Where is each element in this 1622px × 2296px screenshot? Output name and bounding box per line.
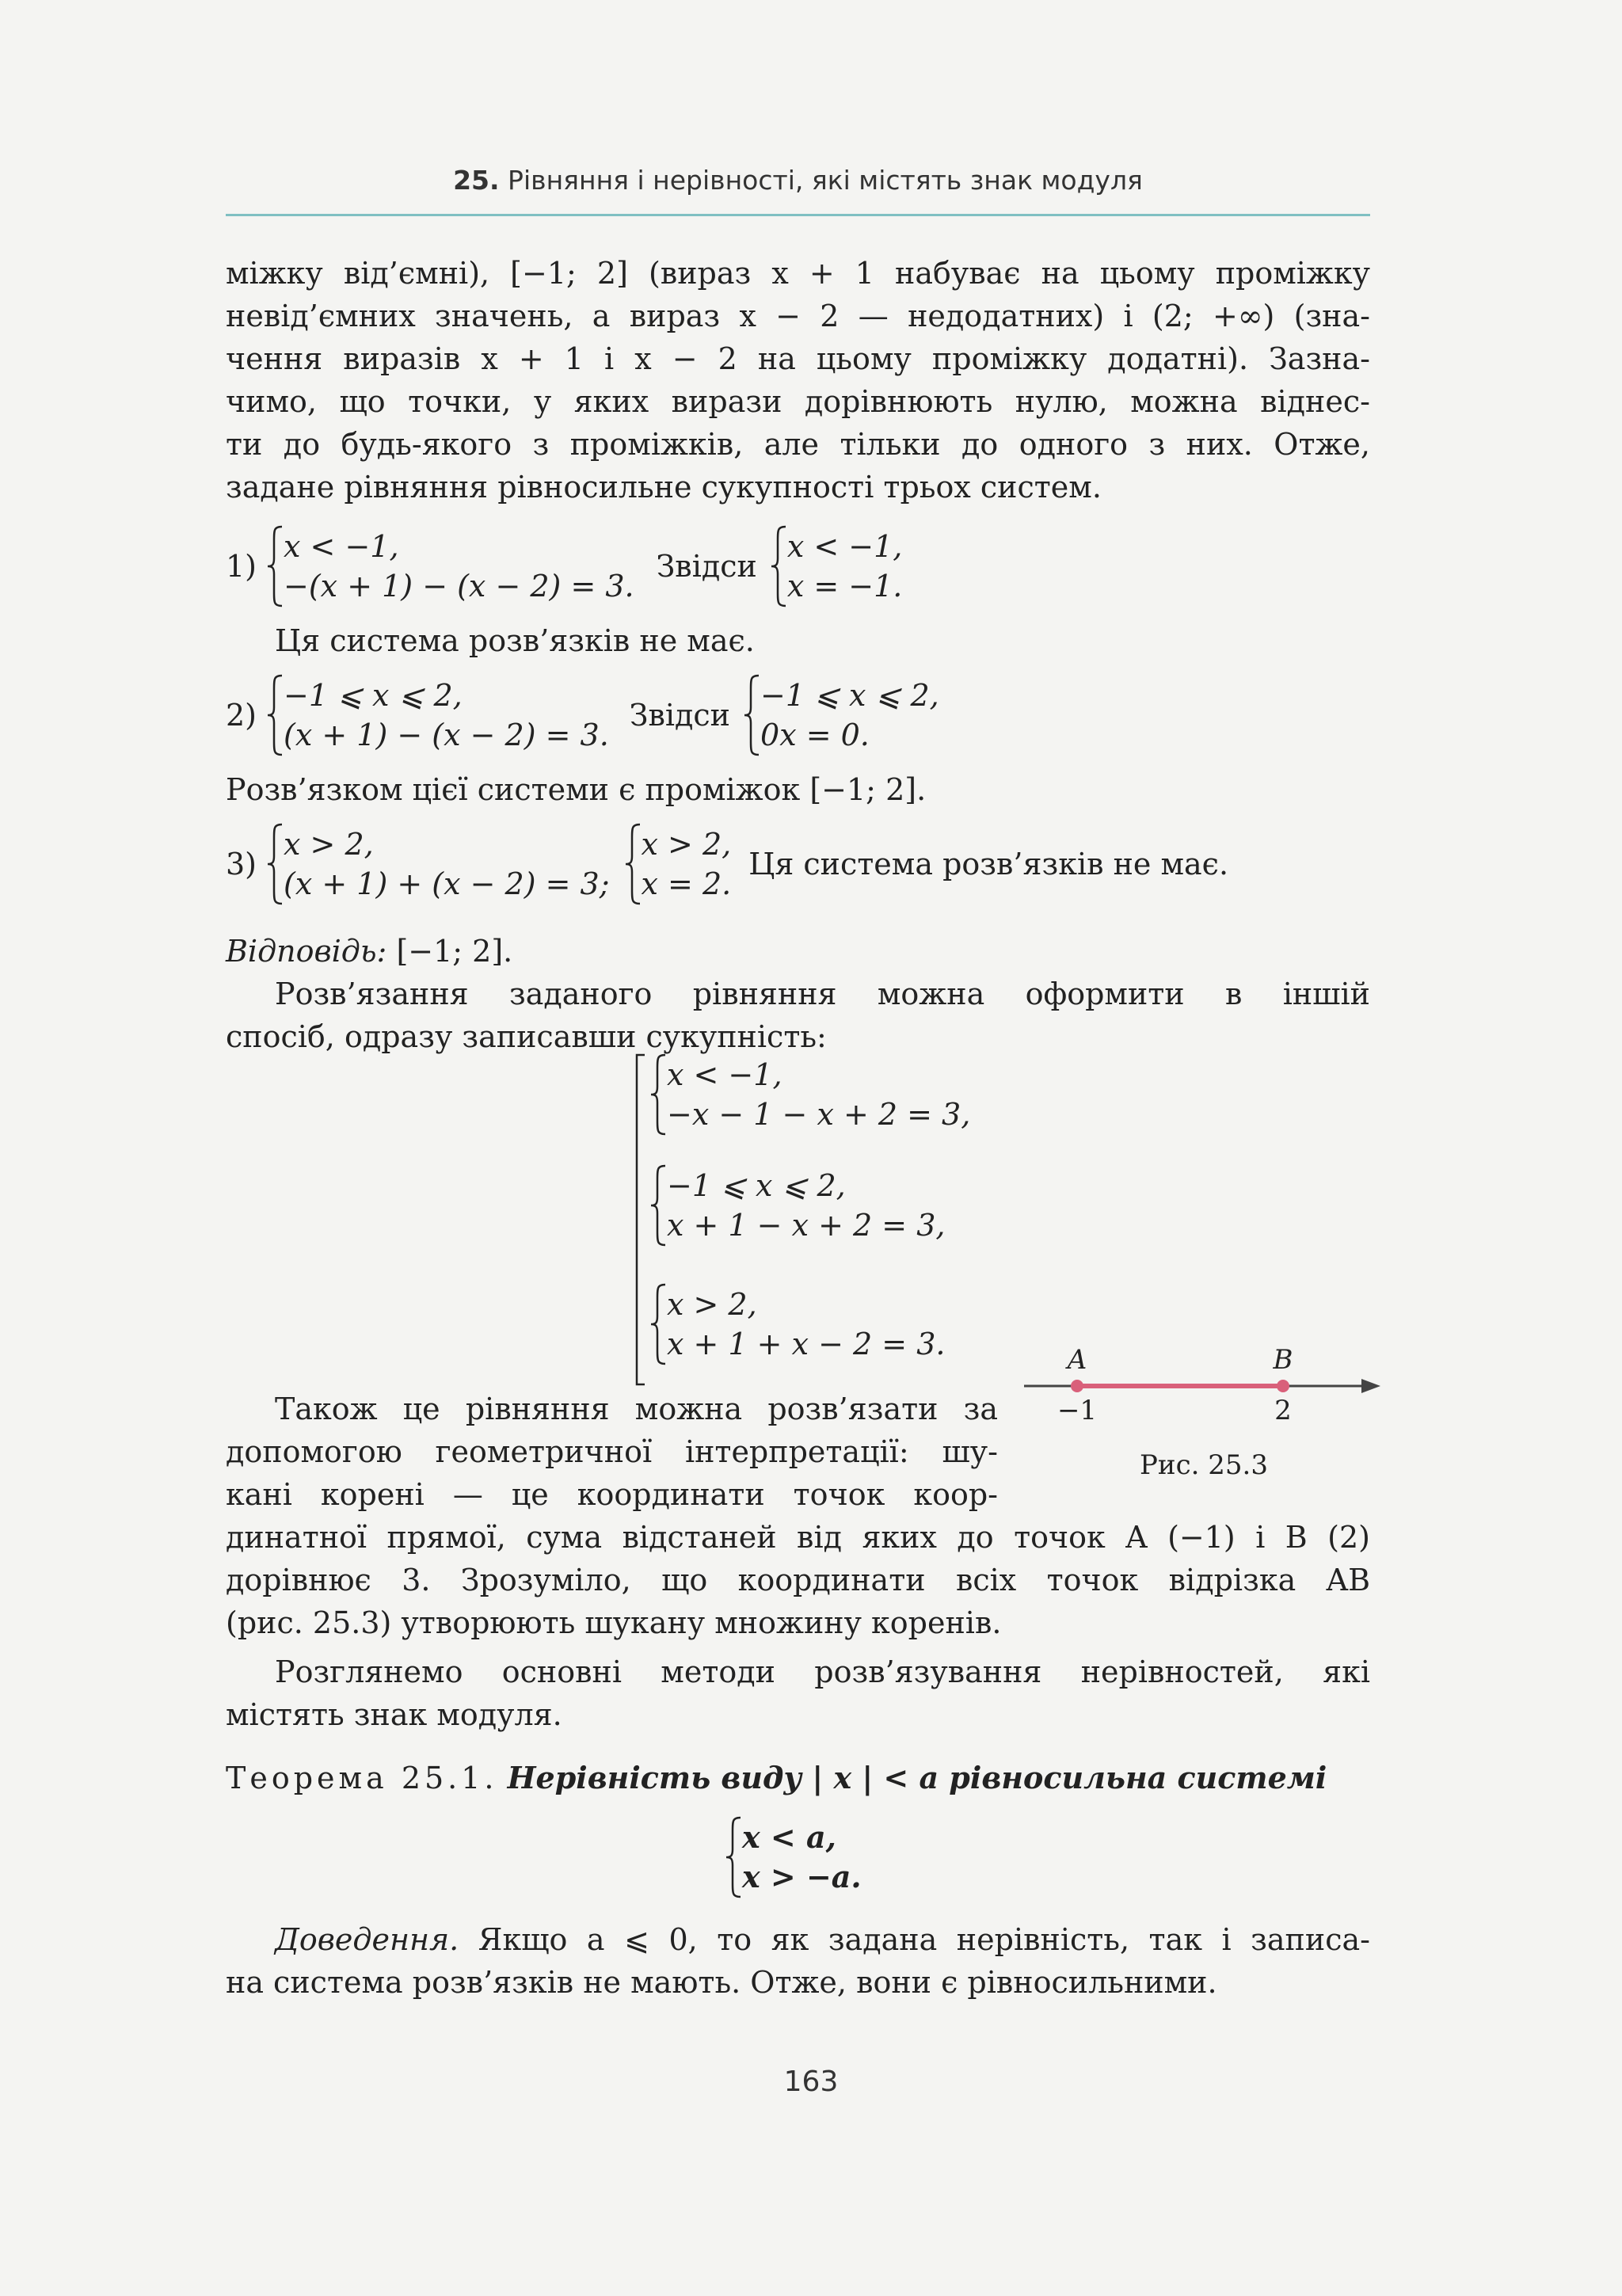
proof-label: Доведення. <box>275 1922 459 1957</box>
text-line: невід’ємних значень, а вираз x − 2 — недодатних) і (2; +∞) (зна- <box>226 299 1370 333</box>
text-line: міжку від’ємні), [−1; 2] (вираз x + 1 набуває на цьому проміжку <box>226 256 1370 291</box>
system-brace <box>266 674 609 756</box>
text-line: динатної прямої, сума відстаней від яких до точок A (−1) і B (2) <box>226 1520 1370 1555</box>
point-b <box>1277 1380 1289 1392</box>
system-line: −1 ⩽ x ⩽ 2, <box>667 1168 846 1203</box>
theorem-statement: Нерівність виду | x | < a рівносильна системі <box>507 1760 1327 1795</box>
brace-icon <box>266 525 284 607</box>
system-line: x = 2. <box>641 866 732 901</box>
arrow-icon <box>1361 1379 1380 1393</box>
system-line: x + 1 + x − 2 = 3. <box>667 1327 946 1361</box>
brace-icon <box>649 1164 667 1247</box>
answer-label: Відповідь: <box>226 934 387 969</box>
answer-value: [−1; 2]. <box>386 934 513 969</box>
system-line: x > −a. <box>742 1859 862 1894</box>
system-line: −(x + 1) − (x − 2) = 3. <box>284 569 634 604</box>
system-line: x > 2, <box>284 827 374 862</box>
theorem-label: Теорема 25.1. <box>226 1761 498 1795</box>
point-a <box>1071 1380 1083 1392</box>
point-a-label: A <box>1067 1344 1087 1376</box>
proof <box>226 1918 1370 2004</box>
system-brace <box>743 674 939 756</box>
paragraph-geometric-cont <box>226 1516 1370 1644</box>
section-title: Рівняння і нерівності, які містять знак модуля <box>508 165 1143 196</box>
text-line: (рис. 25.3) утворюють шукану множину коренів. <box>226 1605 1002 1640</box>
system-line: x < a, <box>742 1819 836 1855</box>
text-line: на система розв’язків не мають. Отже, вони є рівносильними. <box>226 1965 1217 2000</box>
brace-icon <box>770 525 787 607</box>
tick-label-a: −1 <box>1057 1395 1098 1426</box>
page-number: 163 <box>783 2066 839 2098</box>
brace-icon <box>266 674 284 756</box>
collection-system <box>649 1283 945 1365</box>
paragraph-intervals <box>226 252 1370 508</box>
word-zvidsy: Звідси <box>629 698 731 733</box>
brace-icon <box>624 823 642 905</box>
text-line: кані корені — це координати точок коор- <box>226 1477 998 1512</box>
case-1-note: Ця система розв’язків не має. <box>275 623 755 658</box>
header-rule <box>226 214 1370 216</box>
brace-icon <box>649 1283 667 1365</box>
system-line: x > 2, <box>667 1287 757 1322</box>
text-line: Також це рівняння можна розв’язати за <box>275 1392 998 1426</box>
paragraph-alt-solution <box>226 973 1370 1058</box>
system-line: 0x = 0. <box>760 718 870 752</box>
paragraph-geometric <box>226 1388 998 1516</box>
page-header <box>226 165 1370 196</box>
system-line: x + 1 − x + 2 = 3, <box>667 1208 946 1243</box>
figure-caption: Рис. 25.3 <box>1140 1449 1268 1481</box>
brace-icon <box>725 1816 742 1898</box>
theorem <box>226 1757 1370 1799</box>
text-line: містять знак модуля. <box>226 1697 562 1732</box>
case-2-note: Розв’язком цієї системи є проміжок [−1; 2]. <box>226 772 927 807</box>
case-3 <box>226 821 1228 908</box>
system-line: −1 ⩽ x ⩽ 2, <box>760 678 939 713</box>
system-brace <box>266 525 634 607</box>
theorem-system <box>725 1814 862 1901</box>
paragraph-methods <box>226 1651 1370 1736</box>
collection-system <box>649 1164 945 1247</box>
section-number: 25. <box>453 165 500 196</box>
case-3-note: Ця система розв’язків не має. <box>748 847 1229 881</box>
answer <box>226 930 1370 973</box>
proof-text: Якщо a ⩽ 0, то як задана нерівність, так і записа- <box>459 1922 1370 1957</box>
brace-icon <box>649 1053 667 1136</box>
case-2 <box>226 672 939 759</box>
system-line: x > 2, <box>641 827 732 862</box>
case-1 <box>226 523 902 610</box>
case-number: 1) <box>226 549 257 584</box>
text-line: чення виразів x + 1 і x − 2 на цьому проміжку додатні). Зазна- <box>226 341 1370 376</box>
text-line: чимо, що точки, у яких вирази дорівнюють нулю, можна віднес- <box>226 384 1370 419</box>
text-line: Розв’язання заданого рівняння можна оформити в іншій <box>275 977 1370 1011</box>
word-zvidsy: Звідси <box>656 549 757 584</box>
case-number: 3) <box>226 847 257 881</box>
text-line: Розглянемо основні методи розв’язування нерівностей, які <box>275 1654 1370 1689</box>
text-line: задане рівняння рівносильне сукупності трьох систем. <box>226 470 1102 505</box>
system-line: (x + 1) − (x − 2) = 3. <box>284 718 609 752</box>
system-brace <box>725 1816 862 1898</box>
system-brace <box>770 525 903 607</box>
tick-label-b: 2 <box>1274 1395 1292 1426</box>
text-line: ти до будь-якого з проміжків, але тільки до одного з них. Отже, <box>226 427 1370 462</box>
system-brace <box>624 823 732 905</box>
point-b-label: B <box>1273 1344 1293 1376</box>
system-line: x < −1, <box>667 1057 782 1092</box>
system-line: (x + 1) + (x − 2) = 3; <box>284 866 610 901</box>
brace-icon <box>743 674 760 756</box>
system-line: −x − 1 − x + 2 = 3, <box>667 1097 971 1132</box>
system-line: x < −1, <box>786 529 903 564</box>
text-line: допомогою геометричної інтерпретації: шу- <box>226 1434 998 1469</box>
system-brace <box>266 823 610 905</box>
system-line: x = −1. <box>786 569 903 604</box>
text-line: спосіб, одразу записавши сукупність: <box>226 1019 827 1054</box>
text-line: дорівнює 3. Зрозуміло, що координати всіх точок відрізка AB <box>226 1563 1370 1597</box>
system-line: −1 ⩽ x ⩽ 2, <box>284 678 463 713</box>
case-number: 2) <box>226 698 257 733</box>
brace-icon <box>266 823 284 905</box>
system-line: x < −1, <box>284 529 399 564</box>
collection-system <box>649 1053 970 1136</box>
